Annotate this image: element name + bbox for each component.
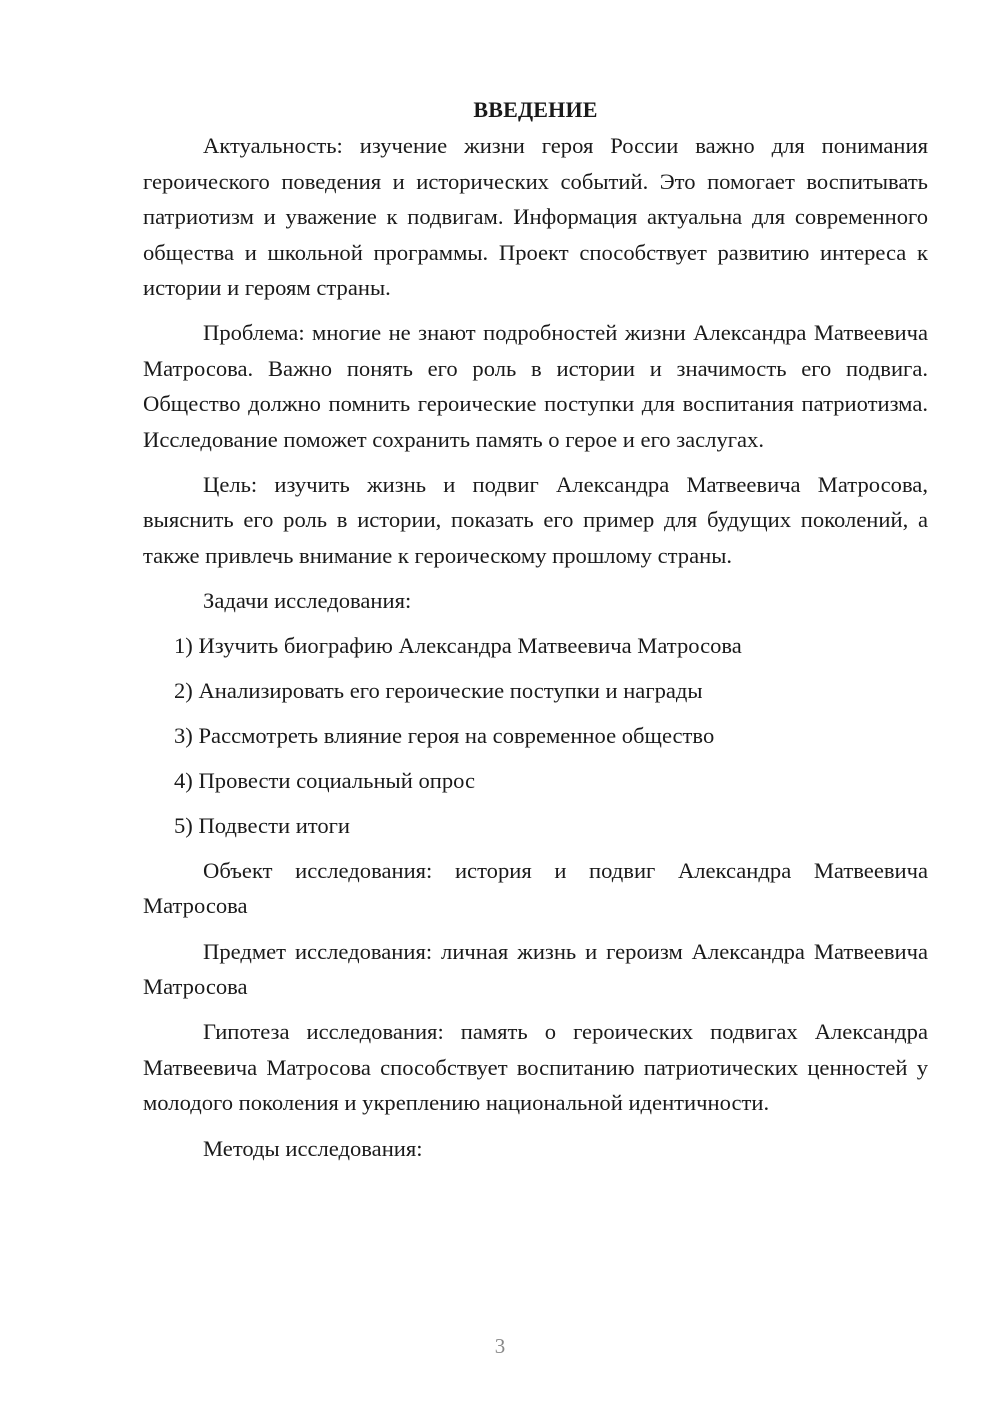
document-page [143, 92, 928, 1176]
relevance-paragraph: Актуальность: изучение жизни героя России важно для понимания героического поведения и исторических событий. Это помогает воспитывать патриотизм и уважение к подвигам. Информация актуальна для современного общества и школьной программы. Проект способствует развитию интереса к истории и героям страны. [143, 133, 928, 301]
hypothesis-paragraph: Гипотеза исследования: память о героических подвигах Александра Матвеевича Матросова способствует воспитанию патриотических ценностей у молодого поколения и укреплению национальной идентичности. [143, 1019, 928, 1116]
task-item: 5) Подвести итоги [174, 812, 351, 838]
task-item: 4) Провести социальный опрос [174, 767, 476, 793]
goal-paragraph: Цель: изучить жизнь и подвиг Александра Матвеевича Матросова, выяснить его роль в истории, показать его пример для будущих поколений, а также привлечь внимание к героическому прошлому страны. [143, 472, 928, 568]
tasks-list [143, 628, 928, 843]
section-title: ВВЕДЕНИЕ [473, 97, 598, 122]
problem-paragraph: Проблема: многие не знают подробностей жизни Александра Матвеевича Матросова. Важно понять его роль в истории и значимость его подвига. Общество должно помнить героические поступки для воспитания патриотизма. Исследование поможет сохранить память о герое и его заслугах. [143, 320, 928, 452]
methods-heading: Методы исследования: [203, 1135, 423, 1161]
tasks-heading: Задачи исследования: [203, 588, 412, 614]
task-item: 1) Изучить биографию Александра Матвеевича Матросова [174, 632, 742, 658]
subject-paragraph: Предмет исследования: личная жизнь и героизм Александра Матвеевича Матросова [143, 938, 928, 999]
task-item: 3) Рассмотреть влияние героя на современное общество [174, 722, 715, 748]
object-paragraph: Объект исследования: история и подвиг Александра Матвеевича Матросова [143, 857, 928, 919]
page-number: 3 [494, 1334, 506, 1358]
task-item: 2) Анализировать его героические поступки и награды [174, 677, 703, 703]
